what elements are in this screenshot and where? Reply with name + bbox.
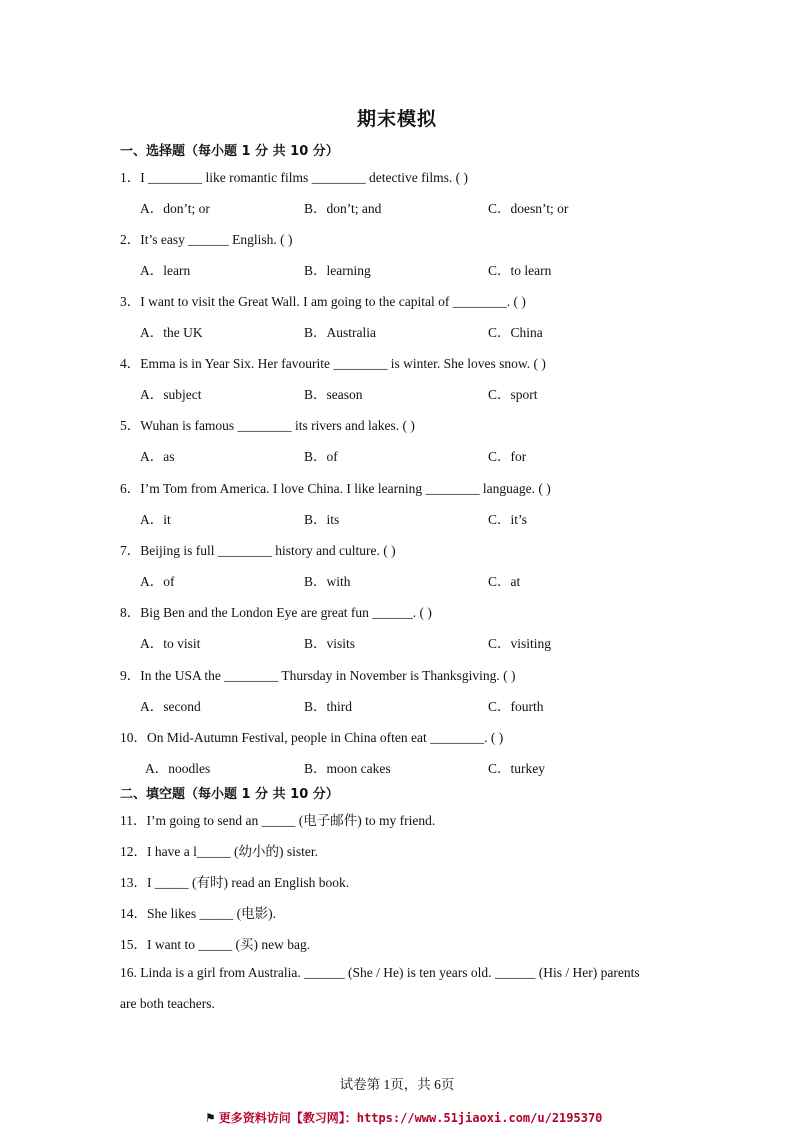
option-b: B．visits — [304, 636, 356, 651]
option-c: C．fourth — [488, 699, 544, 714]
section-heading-multiple-choice: 一、选择题（每小题 1 分 共 10 分） — [120, 144, 339, 159]
question-14: 14．She likes _____ (电影). — [120, 906, 276, 921]
options-3 — [0, 321, 794, 341]
options-1 — [0, 197, 794, 217]
question-13: 13．I _____ (有时) read an English book. — [120, 875, 350, 890]
option-c: C．doesn’t; or — [488, 201, 569, 216]
page-number-footer: 试卷第 1页，共 6页 — [339, 1077, 455, 1092]
question-5: 5．Wuhan is famous ________ its rivers and lakes. ( ) — [120, 418, 415, 433]
option-a: A．learn — [140, 263, 191, 278]
question-7: 7．Beijing is full ________ history and culture. ( ) — [120, 543, 396, 558]
question-10: 10．On Mid-Autumn Festival, people in China often eat ________. ( ) — [120, 730, 504, 745]
option-b: B．its — [304, 512, 340, 527]
option-a: A．subject — [140, 387, 202, 402]
option-a: A．noodles — [145, 761, 211, 776]
option-a: A．as — [140, 449, 175, 464]
question-4: 4．Emma is in Year Six. Her favourite ________ is winter. She loves snow. ( ) — [120, 356, 546, 371]
option-b: B．of — [304, 449, 338, 464]
option-c: C．turkey — [488, 761, 545, 776]
question-16: 16. Linda is a girl from Australia. ______ (She / He) is ten years old. ______ (His / Her) parents — [120, 965, 640, 980]
question-8: 8．Big Ben and the London Eye are great fun ______. ( ) — [120, 605, 432, 620]
section-heading-fill-in: 二、填空题（每小题 1 分 共 10 分） — [120, 787, 339, 802]
options-10 — [0, 757, 794, 777]
question-9: 9．In the USA the ________ Thursday in November is Thanksgiving. ( ) — [120, 668, 516, 683]
option-c: C．sport — [488, 387, 538, 402]
option-b: B．with — [304, 574, 351, 589]
option-c: C．for — [488, 449, 527, 464]
options-2 — [0, 259, 794, 279]
option-b: B．learning — [304, 263, 371, 278]
question-15: 15．I want to _____ (买) new bag. — [120, 937, 311, 952]
promo-link-text: 更多资料访问【教习网】：https://www.51jiaoxi.com/u/2195370 — [218, 1111, 603, 1125]
option-b: B．third — [304, 699, 353, 714]
question-12: 12．I have a l_____ (幼小的) sister. — [120, 844, 318, 859]
option-b: B．season — [304, 387, 363, 402]
flag-icon: ⚑ — [205, 1111, 216, 1125]
question-16-continued: are both teachers. — [120, 996, 215, 1011]
option-c: C．visiting — [488, 636, 552, 651]
option-c: C．China — [488, 325, 543, 340]
question-2: 2．It’s easy ______ English. ( ) — [120, 232, 293, 247]
option-a: A．second — [140, 699, 201, 714]
promo-link[interactable] — [205, 1109, 602, 1126]
option-a: A．the UK — [140, 325, 203, 340]
question-11: 11．I’m going to send an _____ (电子邮件) to my friend. — [120, 813, 436, 828]
options-7 — [0, 570, 794, 590]
question-3: 3．I want to visit the Great Wall. I am going to the capital of ________. ( ) — [120, 294, 526, 309]
option-a: A．don’t; or — [140, 201, 210, 216]
option-c: C．to learn — [488, 263, 552, 278]
options-8 — [0, 632, 794, 652]
question-1: 1．I ________ like romantic films ________ detective films. ( ) — [120, 170, 468, 185]
options-6 — [0, 508, 794, 528]
options-9 — [0, 695, 794, 715]
option-a: A．of — [140, 574, 175, 589]
option-c: C．it’s — [488, 512, 528, 527]
question-6: 6．I’m Tom from America. I love China. I like learning ________ language. ( ) — [120, 481, 551, 496]
option-b: B．Australia — [304, 325, 376, 340]
options-5 — [0, 445, 794, 465]
option-a: A．it — [140, 512, 171, 527]
page-title: 期末模拟 — [356, 108, 437, 130]
options-4 — [0, 383, 794, 403]
option-c: C．at — [488, 574, 521, 589]
option-b: B．moon cakes — [304, 761, 391, 776]
option-b: B．don’t; and — [304, 201, 382, 216]
option-a: A．to visit — [140, 636, 201, 651]
